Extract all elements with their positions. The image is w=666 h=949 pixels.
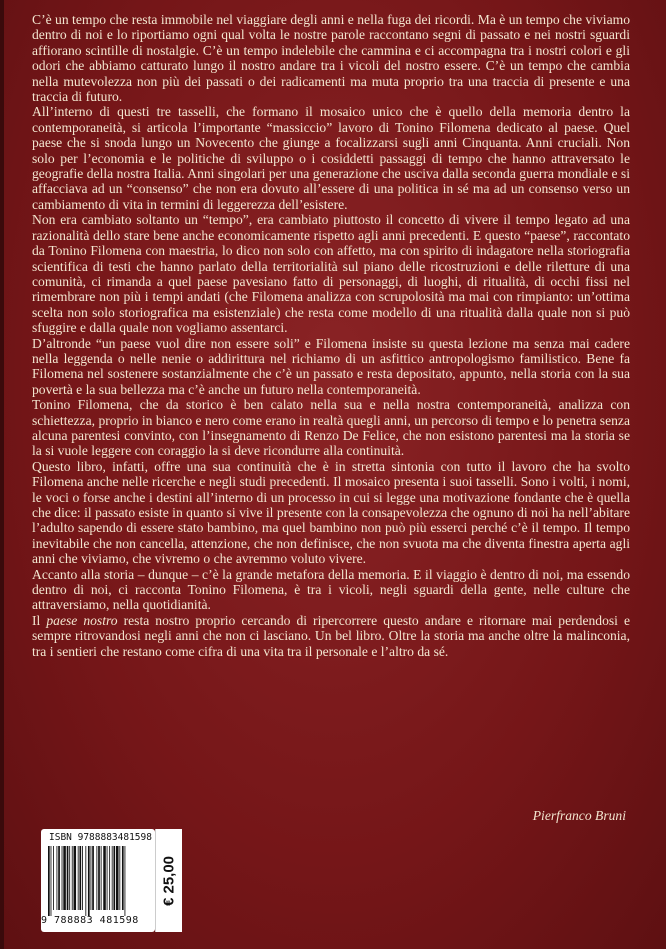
barcode-bar — [69, 846, 70, 910]
paragraph-prefix: Il — [32, 612, 47, 628]
barcode-bar — [57, 846, 58, 910]
barcode-bar — [72, 846, 73, 910]
isbn-label: ISBN 9788883481598 — [49, 832, 152, 843]
book-title: paese nostro — [46, 612, 118, 628]
barcode-bar — [125, 846, 126, 916]
barcode-bar — [63, 846, 66, 910]
spine-edge — [0, 0, 4, 949]
paragraph: Accanto alla storia – dunque – c’è la grande metafora della memoria. E il viaggio è dentro di noi, ma essendo dentro di noi, ci racconta Tonino Filomena, è tra i vicoli, negli sguardi della gente, nelle culture che attraversiamo, nella quotidianità. — [32, 566, 630, 613]
barcode-bar — [48, 846, 50, 916]
paragraph: D’altronde “un paese vuol dire non essere soli” e Filomena insiste su questa lezione ma senza mai cadere nella leggenda o nelle nenie o addirittura nel richiamo di un asfittico antropologismo familistico. Bene fa Filomena nel sostenere sostanzialmente che c’è un passato e resta depositato, appunto, nella storia con la sua povertà e la sua bellezza ma c’è anche un futuro nella contemporaneità. — [32, 335, 630, 397]
barcode-bar — [116, 846, 119, 910]
price-label: € 25,00 — [160, 855, 178, 906]
barcode-bar — [67, 846, 69, 910]
barcode-bar — [51, 846, 52, 916]
barcode-icon — [46, 846, 150, 916]
paragraph: Tonino Filomena, che da storico è ben calato nella sua e nella nostra contemporaneità, analizza con schiettezza, proprio in bianco e nero come erano in realtà quegli anni, un percorso di tempo e lo penetra senza alcuna parentesi convinto, con l’insegnamento di Renzo De Felice, che non esistono parentesi ma la storia se la si vuole leggere con coraggio la si deve ricondurre alla continuità. — [32, 397, 630, 459]
author-signature: Pierfranco Bruni — [532, 808, 626, 823]
barcode-bar — [122, 846, 124, 910]
back-cover-text — [32, 12, 630, 659]
barcode-bar — [78, 846, 79, 910]
barcode-bar — [82, 846, 83, 910]
barcode-bar — [53, 846, 54, 910]
barcode-bar — [101, 846, 102, 910]
price-panel — [155, 829, 182, 932]
paragraph: Questo libro, infatti, offre una sua continuità che è in stretta sintonia con tutto il lavoro che ha svolto Filomena anche nelle ricerche e negli studi precedenti. Il mosaico presenta i suoi tasselli. Sono i volti, i nomi, le voci o forse anche i destini all’interno di un processo in cui si legge una motivazione fondante che è quella che dice: il passato esiste in quanto si vive il presente con la consapevolezza che ognuno di noi ha nell’abitare l’adulto sapendo di essere stato bambino, ma quel bambino non può più esserci perché c’è il tempo. Il tempo inevitabile che non cancella, attenzione, che non definisce, che non svuota ma che diventa finestra aperta agli anni che viviamo, che vivremo o che avremmo voluto vivere. — [32, 458, 630, 567]
barcode-bar — [58, 846, 60, 910]
paragraph-rest: resta nostro proprio cercando di ripercorrere questo andare e ritornare mai perdendosi e sempre ritrovandosi negli anni che non ci lasciano. Un bel libro. Oltre la storia ma anche oltre la malinconia, tra i sentieri che restano come cifra di una vita tra il personale e l’altro da sé. — [32, 612, 631, 659]
barcode-bar — [96, 846, 97, 910]
barcode-bar — [98, 846, 100, 910]
barcode-digits: 9 788883 481598 — [41, 915, 139, 926]
paragraph: C’è un tempo che resta immobile nel viaggiare degli anni e nella fuga dei ricordi. Ma è un tempo che viviamo dentro di noi e lo riportiamo ogni qual volta le nostre parole raccontano segni di passato e nei nostri sguardi affiorano scintille di nostalgie. C’è un tempo indelebile che cammina e ci accompagna tra i nostri colori e gli odori che abbiamo catturato lungo il nostro andare tra i vicoli del nostro essere. C’è un tempo che cambia nella mutevolezza non più dei passati o dei radicamenti ma muta proprio tra una traccia di presente e una traccia di futuro. — [32, 12, 630, 105]
paragraph: All’interno di questi tre tasselli, che formano il mosaico unico che è quello della memoria dentro la contemporaneità, si articola l’importante “massiccio” lavoro di Tonino Filomena dedicato al paese. Quel paese che si snoda lungo un Novecento che giunge a focalizzarsi sugli anni Cinquanta. Anni cruciali. Non solo per l’economia e le politiche di sviluppo o i cosiddetti passaggi di tempo che hanno attraversato le geografie della nostra Italia. Anni singolari per una generazione che usciva dalla seconda guerra mondiale e si affacciava ad un “consenso” che non era dovuto all’essere di una politica in sé ma ad un consenso verso un cambiamento di vita in termini di leggerezza dell’esistere. — [32, 104, 630, 212]
barcode-bar — [119, 846, 120, 910]
barcode-bar — [109, 846, 110, 910]
barcode-bar — [113, 846, 115, 910]
barcode-bar — [62, 846, 63, 910]
paragraph-last — [32, 613, 630, 659]
barcode-bar — [79, 846, 81, 910]
barcode-bar — [74, 846, 77, 910]
barcode-bar — [103, 846, 106, 910]
barcode-bar — [92, 846, 94, 910]
paragraph: Non era cambiato soltanto un “tempo”, era cambiato piuttosto il concetto di vivere il tempo legato ad una razionalità dello stare bene anche economicamente rispetto agli anni precedenti. E questo “paese”, raccontato da Tonino Filomena con maestria, lo dico non solo con affetto, ma con spirito di indagatore nella storiografia scientifica di testi che hanno parlato della territorialità sul piano delle ricostruzioni e delle riletture di una comunità, ci rimanda a quel paese pavesiano fatto di personaggi, di luoghi, di ritualità, di occhi fissi nel rimembrare non più i tempi andati (che Filomena analizza con scrupolosità ma mai con rimpianto: un’ottima scelta non solo storiografica ma esistenziale) che resta come modello di una ritualità dalla quale non si può sfuggire e dalla quale non vogliamo assentarci. — [32, 212, 630, 336]
barcode-bar — [107, 846, 108, 910]
barcode-bar — [91, 846, 92, 910]
barcode-bar — [88, 846, 90, 916]
barcode-bar — [85, 846, 86, 916]
barcode-bar — [112, 846, 113, 910]
